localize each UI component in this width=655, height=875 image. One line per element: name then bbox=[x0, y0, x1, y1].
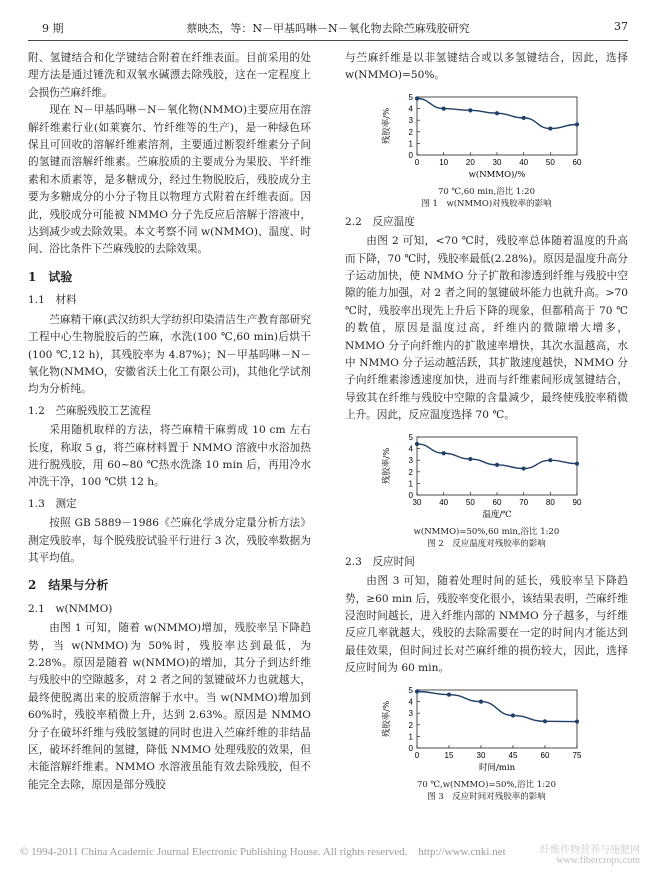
plot-frame bbox=[417, 97, 577, 155]
copyright-notice: © 1994-2011 China Academic Journal Electronic Publishing House. All rights reserved. http://www.cnki.net bbox=[20, 846, 506, 858]
figure-caption: 图 3 反应时间对残胶率的影响 bbox=[427, 791, 546, 802]
chart-2 bbox=[377, 431, 587, 527]
paragraph: 由图 1 可知，随着 w(NMMO)增加，残胶率呈下降趋势，当 w(NMMO)为 50%时，残胶率达到最低，为 2.28%。原因是随着 w(NMMO)的增加，其分子到达纤维与残胶中的空隙越多，对 2 者之间的氢键破坏力也就越大，最终使脱离出来的胶质溶解于水中。当 w(NMMO)增加到 60%时，残胶率稍微上升，达到 2.63%。原因是 NMMO 分子在破坏纤维与残胶氢键的同时也进入苎麻纤维的非结晶区，破坏纤维间的氢键，降低 NMMO 处理残胶的效果，但未能溶解纤维素。NMMO 水溶液虽能有效去除残胶，但不能完全去除，原因是部分残胶 bbox=[28, 622, 311, 791]
figure-condition: 70 ℃,w(NMMO)=50%,浴比 1:20 bbox=[417, 779, 556, 790]
y-tick-label: 1 bbox=[408, 139, 413, 149]
y-tick-label: 5 bbox=[408, 432, 413, 442]
running-title: 蔡映杰，等：N－甲基吗啉－N－氧化物去除苎麻残胶研究 bbox=[186, 22, 470, 35]
x-tick-label: 40 bbox=[439, 497, 449, 507]
y-axis-label: 残胶率/% bbox=[382, 700, 392, 737]
y-axis-label: 残胶率/% bbox=[382, 107, 392, 145]
subsection-heading: 1.2 苎麻脱残胶工艺流程 bbox=[28, 404, 151, 417]
y-tick-label: 2 bbox=[408, 720, 413, 730]
subsection-heading: 2.2 反应温度 bbox=[345, 215, 415, 228]
x-axis-label: w(NMMO)/% bbox=[468, 169, 526, 180]
y-tick-label: 1 bbox=[408, 731, 413, 741]
x-tick-label: 50 bbox=[465, 497, 475, 507]
data-point bbox=[522, 116, 526, 120]
data-point bbox=[575, 122, 579, 126]
y-tick-label: 3 bbox=[408, 708, 413, 718]
y-tick-label: 5 bbox=[408, 92, 413, 102]
paragraph: 采用随机取样的方法，将苎麻精干麻剪成 10 cm 左右长度，称取 5 g，将苎麻材料置于 NMMO 溶液中水浴加热进行脱残胶，用 60~80 ℃热水洗涤 10 min 后，再用冷水冲洗干净，100 ℃烘 12 h。 bbox=[28, 424, 311, 489]
y-tick-label: 0 bbox=[408, 743, 413, 753]
y-tick-label: 2 bbox=[408, 127, 413, 137]
x-tick-label: 80 bbox=[545, 497, 555, 507]
data-point bbox=[447, 692, 451, 696]
data-point bbox=[495, 462, 499, 466]
x-tick-label: 15 bbox=[444, 750, 454, 760]
data-point bbox=[548, 458, 552, 462]
y-tick-label: 3 bbox=[408, 455, 413, 465]
y-tick-label: 4 bbox=[408, 104, 413, 114]
data-point bbox=[511, 713, 515, 717]
watermark-text: 纤维作物营养与施肥网 bbox=[540, 845, 640, 856]
figure-caption: 图 2 反应温度对残胶率的影响 bbox=[427, 538, 546, 549]
subsection-heading: 1.1 材料 bbox=[28, 294, 77, 307]
y-axis-label: 残胶率/% bbox=[382, 447, 392, 484]
figure-condition: w(NMMO)=50%,60 min,浴比 1:20 bbox=[413, 526, 560, 537]
figure-1 bbox=[345, 91, 628, 210]
chart-1 bbox=[377, 91, 587, 187]
paragraph: 由图 3 可知，随着处理时间的延长，残胶率呈下降趋势，≥60 min 后，残胶率变化很小，该结果表明，苎麻纤维浸泡时间越长，进入纤维内部的 NMMO 分子越多，与纤维反应几率就越大，残胶的去除需要在一定的时间内才能达到最佳效果，但时间过长对苎麻纤维的损伤较大，因此，选择反应时间为 60 min。 bbox=[345, 575, 628, 675]
data-point bbox=[543, 719, 547, 723]
x-tick-label: 45 bbox=[508, 750, 518, 760]
left-column bbox=[28, 50, 311, 794]
watermark-url: www.fibercrops.com bbox=[556, 855, 640, 866]
x-tick-label: 20 bbox=[465, 157, 475, 167]
figure-condition: 70 ℃,60 min,浴比 1:20 bbox=[438, 186, 535, 197]
data-point bbox=[415, 689, 419, 693]
x-tick-label: 60 bbox=[572, 157, 582, 167]
y-tick-label: 3 bbox=[408, 116, 413, 126]
section-heading: 1 试验 bbox=[28, 269, 73, 284]
chart-3 bbox=[377, 684, 587, 780]
x-tick-label: 75 bbox=[572, 750, 582, 760]
subsection-heading: 2.1 w(NMMO) bbox=[28, 602, 113, 615]
header-rule bbox=[28, 40, 628, 41]
x-tick-label: 60 bbox=[540, 750, 550, 760]
page-number: 37 bbox=[614, 20, 628, 33]
data-point bbox=[415, 96, 419, 100]
paragraph: 按照 GB 5889－1986《苎麻化学成分定量分析方法》测定残胶率，每个脱残胶试验平行进行 3 次，残胶率数据为其平均值。 bbox=[28, 517, 311, 564]
data-point bbox=[479, 699, 483, 703]
y-tick-label: 4 bbox=[408, 444, 413, 454]
x-tick-label: 40 bbox=[519, 157, 529, 167]
paragraph: 由图 2 可知，<70 ℃时，残胶率总体随着温度的升高而下降，70 ℃时，残胶率最低(2.28%)。原因是温度升高分子运动加快，使 NMMO 分子扩散和渗透到纤维与残胶中空隙的能力加强，对 2 者之间的氢键破坏能力也就升高。>70 ℃时，残胶率出现先上升后下降的现象，但都稍高于 70 ℃的数值，原因是温度过高，纤维内的微隙增大增多，NMMO 分子向纤维内的扩散速率增快，其次水温越高，水中 NMMO 分子运动越活跃，其扩散速度越快，NMMO 分子向纤维素渗透速度加快，进而与纤维素间形成氢键结合，导致其在纤维与残胶中空隙的含量减少，最终使残胶率稍微上升。因此，反应温度选择 70 ℃。 bbox=[345, 235, 628, 422]
x-tick-label: 0 bbox=[414, 157, 420, 167]
plot-frame bbox=[417, 690, 577, 748]
data-point bbox=[575, 461, 579, 465]
data-point bbox=[575, 719, 579, 723]
x-axis-label: 时间/min bbox=[478, 762, 516, 773]
paragraph: 现在 N－甲基吗啉－N－氧化物(NMMO)主要应用在溶解纤维素行业(如莱赛尔、竹纤维等的生产)，是一种绿色环保且可回收的溶解纤维素溶剂，主要通过断裂纤维素分子间的氢键而溶解纤维素。苎麻胶质的主要成分为果胶、半纤维素和木质素等，是多糖成分，经过生物脱胶后，残胶成分主要为多糖成分的小分子物且以物理方式附着在纤维表面。因此，残胶成分可能被 NMMO 分子先反应后溶解于溶液中，达到减少或去除效果。本文考察不同 w(NMMO)、温度、时间、浴比条件下苎麻残胶的去除效果。 bbox=[28, 104, 311, 256]
data-point bbox=[468, 108, 472, 112]
data-point bbox=[442, 451, 446, 455]
series-line bbox=[417, 691, 577, 721]
issue-number: 9 期 bbox=[42, 22, 64, 35]
y-tick-label: 0 bbox=[408, 150, 413, 160]
data-point bbox=[468, 457, 472, 461]
y-tick-label: 4 bbox=[408, 697, 413, 707]
section-heading: 2 结果与分析 bbox=[28, 578, 109, 593]
x-axis-label: 温度/℃ bbox=[482, 509, 512, 520]
figure-2 bbox=[345, 431, 628, 550]
x-tick-label: 50 bbox=[545, 157, 555, 167]
paragraph: 苎麻精干麻(武汉纺织大学纺织印染清洁生产教育部研究工程中心生物脱胶后的苎麻，水洗(100 ℃,60 min)后烘干(100 ℃,12 h)，其残胶率为 4.87%)；N－甲基吗啉－N－氧化物(NMMO，安徽省沃土化工有限公司)，其他化学试剂均为分析纯。 bbox=[28, 313, 311, 396]
x-tick-label: 60 bbox=[492, 497, 502, 507]
x-tick-label: 30 bbox=[476, 750, 486, 760]
data-point bbox=[548, 126, 552, 130]
right-column bbox=[345, 50, 628, 807]
y-tick-label: 0 bbox=[408, 490, 413, 500]
y-tick-label: 2 bbox=[408, 467, 413, 477]
x-tick-label: 70 bbox=[519, 497, 529, 507]
y-tick-label: 1 bbox=[408, 479, 413, 489]
paragraph: 与苎麻纤维是以非氢键结合或以多氢键结合，因此，选择 w(NMMO)=50%。 bbox=[345, 52, 628, 82]
data-point bbox=[522, 466, 526, 470]
x-tick-label: 10 bbox=[439, 157, 449, 167]
subsection-heading: 1.3 测定 bbox=[28, 497, 77, 510]
y-tick-label: 5 bbox=[408, 685, 413, 695]
subsection-heading: 2.3 反应时间 bbox=[345, 555, 415, 568]
figure-3 bbox=[345, 684, 628, 803]
page-header bbox=[28, 20, 628, 40]
data-point bbox=[415, 442, 419, 446]
data-point bbox=[495, 111, 499, 115]
x-tick-label: 90 bbox=[572, 497, 582, 507]
x-tick-label: 30 bbox=[412, 497, 422, 507]
x-tick-label: 0 bbox=[414, 750, 420, 760]
x-tick-label: 30 bbox=[492, 157, 502, 167]
data-point bbox=[442, 106, 446, 110]
figure-caption: 图 1 w(NMMO)对残胶率的影响 bbox=[421, 198, 552, 209]
paragraph: 附、氢键结合和化学键结合附着在纤维表面。目前采用的处理方法是通过锤洗和双氧水碱漂去除残胶，这在一定程度上会损伤苎麻纤维。 bbox=[28, 52, 311, 99]
page-footer bbox=[20, 843, 640, 866]
